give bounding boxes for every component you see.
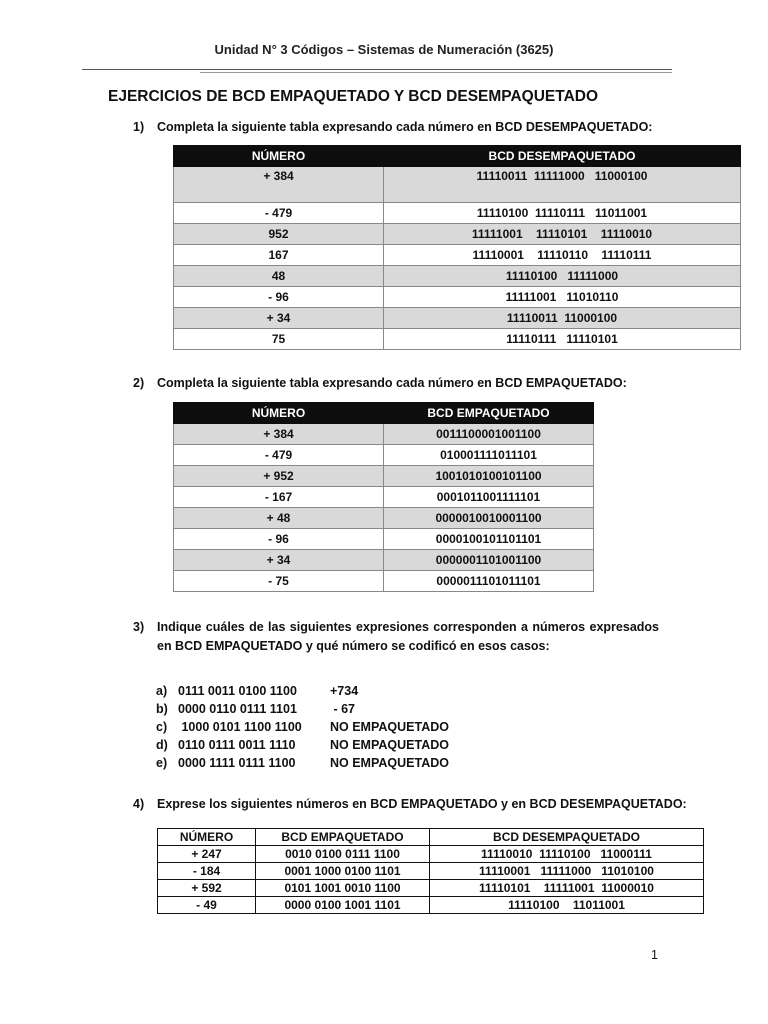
table-row — [174, 550, 594, 571]
question-3 — [133, 618, 659, 656]
question-number: 3) — [133, 620, 145, 634]
column-header-unpacked: BCD DESEMPAQUETADO — [430, 829, 704, 846]
table-row — [174, 445, 594, 466]
item-label: d) — [156, 738, 168, 752]
table-row — [174, 329, 741, 350]
cell-unpacked: 11110100 11011001 — [430, 897, 704, 914]
item-code: 0000 0110 0111 1101 — [178, 702, 297, 716]
cell-number: + 384 — [174, 167, 384, 203]
document-title: EJERCICIOS DE BCD EMPAQUETADO Y BCD DESEMPAQUETADO — [108, 88, 599, 105]
table-row — [158, 863, 704, 880]
cell-number: - 167 — [174, 487, 384, 508]
item-code: 0000 1111 0111 1100 — [178, 756, 296, 770]
cell-unpacked: 11110001 11110110 11110111 — [384, 245, 741, 266]
list-item — [156, 682, 449, 700]
item-label: c) — [156, 720, 168, 734]
question-text: Completa la siguiente tabla expresando cada número en BCD EMPAQUETADO: — [157, 376, 627, 390]
cell-packed: 0000 0100 1001 1101 — [256, 897, 430, 914]
cell-number: 48 — [174, 266, 384, 287]
table-row — [174, 308, 741, 329]
cell-packed: 010001111011101 — [384, 445, 594, 466]
column-header-number: NÚMERO — [158, 829, 256, 846]
cell-packed: 1001010100101100 — [384, 466, 594, 487]
list-item — [156, 718, 449, 736]
cell-unpacked: 11110100 11110111 11011001 — [384, 203, 741, 224]
cell-number: + 592 — [158, 880, 256, 897]
table-row — [174, 508, 594, 529]
cell-unpacked: 11110001 11111000 11010100 — [430, 863, 704, 880]
question-4 — [133, 795, 687, 814]
table-unpacked-bcd — [173, 145, 741, 350]
item-code: 1000 0101 1100 1100 — [178, 720, 302, 734]
cell-number: - 75 — [174, 571, 384, 592]
cell-number: + 34 — [174, 308, 384, 329]
cell-number: + 34 — [174, 550, 384, 571]
page-header: Unidad N° 3 Códigos – Sistemas de Numeración (3625) — [214, 42, 554, 57]
table-row — [174, 424, 594, 445]
header-rule-thin — [200, 72, 672, 73]
cell-number: 167 — [174, 245, 384, 266]
cell-packed: 0000001101001100 — [384, 550, 594, 571]
item-code: 0110 0111 0011 1110 — [178, 738, 296, 752]
cell-packed: 0000011101011101 — [384, 571, 594, 592]
cell-number: - 479 — [174, 445, 384, 466]
cell-unpacked: 11111001 11110101 11110010 — [384, 224, 741, 245]
table-row — [174, 203, 741, 224]
item-label: b) — [156, 702, 168, 716]
table-row — [174, 224, 741, 245]
table-header-row — [174, 403, 594, 424]
cell-number: + 48 — [174, 508, 384, 529]
cell-packed: 0000010010001100 — [384, 508, 594, 529]
list-item — [156, 754, 449, 772]
expression-list — [156, 682, 449, 772]
table-packed-and-unpacked — [157, 828, 704, 914]
table-row — [174, 529, 594, 550]
column-header-number: NÚMERO — [174, 146, 384, 167]
cell-number: - 184 — [158, 863, 256, 880]
table-row — [174, 167, 741, 203]
table-row — [174, 245, 741, 266]
question-1 — [133, 118, 652, 137]
cell-unpacked: 11110011 11111000 11000100 — [384, 167, 741, 203]
cell-number: + 952 — [174, 466, 384, 487]
item-label: a) — [156, 684, 168, 698]
table-row — [158, 880, 704, 897]
cell-number: - 49 — [158, 897, 256, 914]
item-answer: NO EMPAQUETADO — [330, 756, 449, 770]
cell-number: 952 — [174, 224, 384, 245]
cell-packed: 0010 0100 0111 1100 — [256, 846, 430, 863]
column-header-packed: BCD EMPAQUETADO — [384, 403, 594, 424]
cell-number: - 479 — [174, 203, 384, 224]
cell-number: - 96 — [174, 287, 384, 308]
cell-unpacked: 11110101 11111001 11000010 — [430, 880, 704, 897]
item-answer: +734 — [330, 684, 359, 698]
table-row — [158, 846, 704, 863]
cell-number: + 384 — [174, 424, 384, 445]
cell-unpacked: 11111001 11010110 — [384, 287, 741, 308]
cell-unpacked: 11110111 11110101 — [384, 329, 741, 350]
question-text: Completa la siguiente tabla expresando cada número en BCD DESEMPAQUETADO: — [157, 120, 653, 134]
question-text: Indique cuáles de las siguientes expresiones corresponden a números expresados en BCD EMPAQUETADO y qué número se codificó en esos casos: — [157, 620, 659, 653]
table-row — [174, 287, 741, 308]
cell-packed: 0001 1000 0100 1101 — [256, 863, 430, 880]
item-answer: NO EMPAQUETADO — [330, 738, 449, 752]
item-code: 0111 0011 0100 1100 — [178, 684, 297, 698]
cell-packed: 0000100101101101 — [384, 529, 594, 550]
cell-unpacked: 11110010 11110100 11000111 — [430, 846, 704, 863]
column-header-packed: BCD EMPAQUETADO — [256, 829, 430, 846]
item-answer: NO EMPAQUETADO — [330, 720, 449, 734]
table-header-row — [158, 829, 704, 846]
table-row — [174, 466, 594, 487]
cell-number: + 247 — [158, 846, 256, 863]
cell-packed: 0101 1001 0010 1100 — [256, 880, 430, 897]
page-number: 1 — [651, 948, 658, 962]
list-item — [156, 736, 449, 754]
cell-unpacked: 11110011 11000100 — [384, 308, 741, 329]
table-row — [174, 266, 741, 287]
question-2 — [133, 374, 627, 393]
cell-packed: 0011100001001100 — [384, 424, 594, 445]
column-header-unpacked: BCD DESEMPAQUETADO — [384, 146, 741, 167]
item-label: e) — [156, 756, 168, 770]
table-row — [158, 897, 704, 914]
table-row — [174, 571, 594, 592]
question-text: Exprese los siguientes números en BCD EMPAQUETADO y en BCD DESEMPAQUETADO: — [157, 797, 687, 811]
cell-packed: 0001011001111101 — [384, 487, 594, 508]
question-number: 2) — [133, 376, 145, 390]
table-row — [174, 487, 594, 508]
cell-unpacked: 11110100 11111000 — [384, 266, 741, 287]
header-rule — [82, 69, 672, 70]
table-header-row — [174, 146, 741, 167]
cell-number: 75 — [174, 329, 384, 350]
question-number: 4) — [133, 797, 145, 811]
cell-number: - 96 — [174, 529, 384, 550]
table-packed-bcd — [173, 402, 594, 592]
column-header-number: NÚMERO — [174, 403, 384, 424]
item-answer: - 67 — [330, 702, 356, 716]
question-number: 1) — [133, 120, 145, 134]
list-item — [156, 700, 449, 718]
